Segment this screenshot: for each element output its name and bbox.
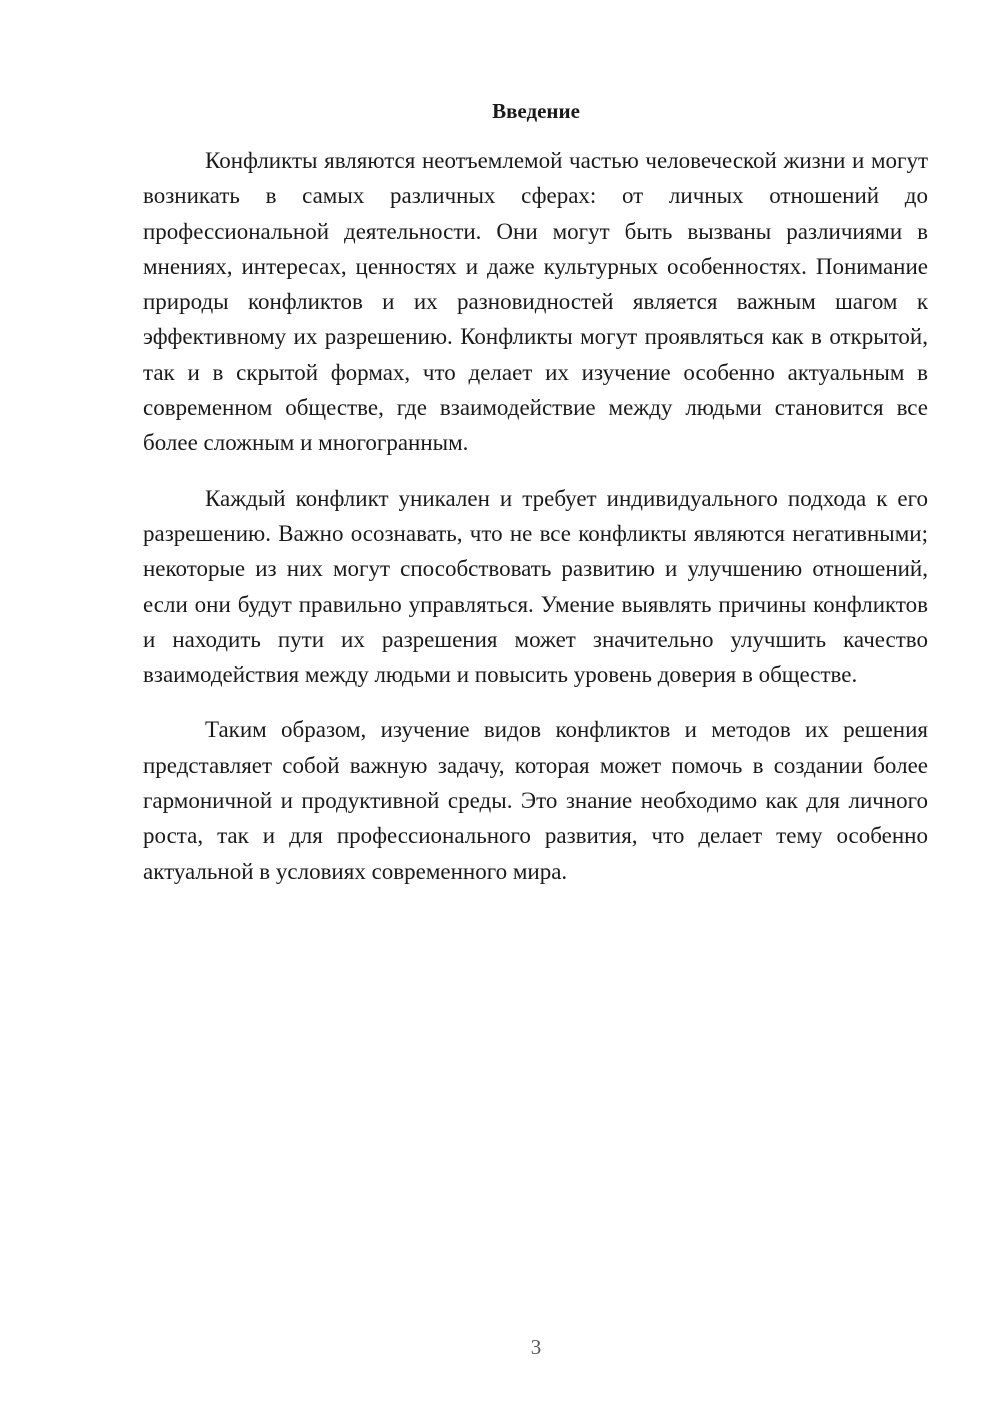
page-number: 3	[530, 1335, 542, 1359]
body-text	[143, 143, 928, 889]
paragraph-2: Каждый конфликт уникален и требует индивидуального подхода к его разрешению. Важно осознавать, что не все конфликты являются негативными; некоторые из них могут способствовать развитию и улучшению отношений, если они будут правильно управляться. Умение выявлять причины конфликтов и находить пути их разрешения может значительно улучшить качество взаимодействия между людьми и повысить уровень доверия в обществе.	[143, 485, 928, 688]
section-title: Введение	[492, 99, 580, 123]
paragraph-1: Конфликты являются неотъемлемой частью человеческой жизни и могут возникать в самых различных сферах: от личных отношений до профессиональной деятельности. Они могут быть вызваны различиями в мнениях, интересах, ценностях и даже культурных особенностях. Понимание природы конфликтов и их разновидностей является важным шагом к эффективному их разрешению. Конфликты могут проявляться как в открытой, так и в скрытой формах, что делает их изучение особенно актуальным в современном обществе, где взаимодействие между людьми становится все более сложным и многогранным.	[143, 148, 928, 456]
paragraph-3: Таким образом, изучение видов конфликтов и методов их решения представляет собой важную задачу, которая может помочь в создании более гармоничной и продуктивной среды. Это знание необходимо как для личного роста, так и для профессионального развития, что делает тему особенно актуальной в условиях современного мира.	[143, 717, 928, 884]
